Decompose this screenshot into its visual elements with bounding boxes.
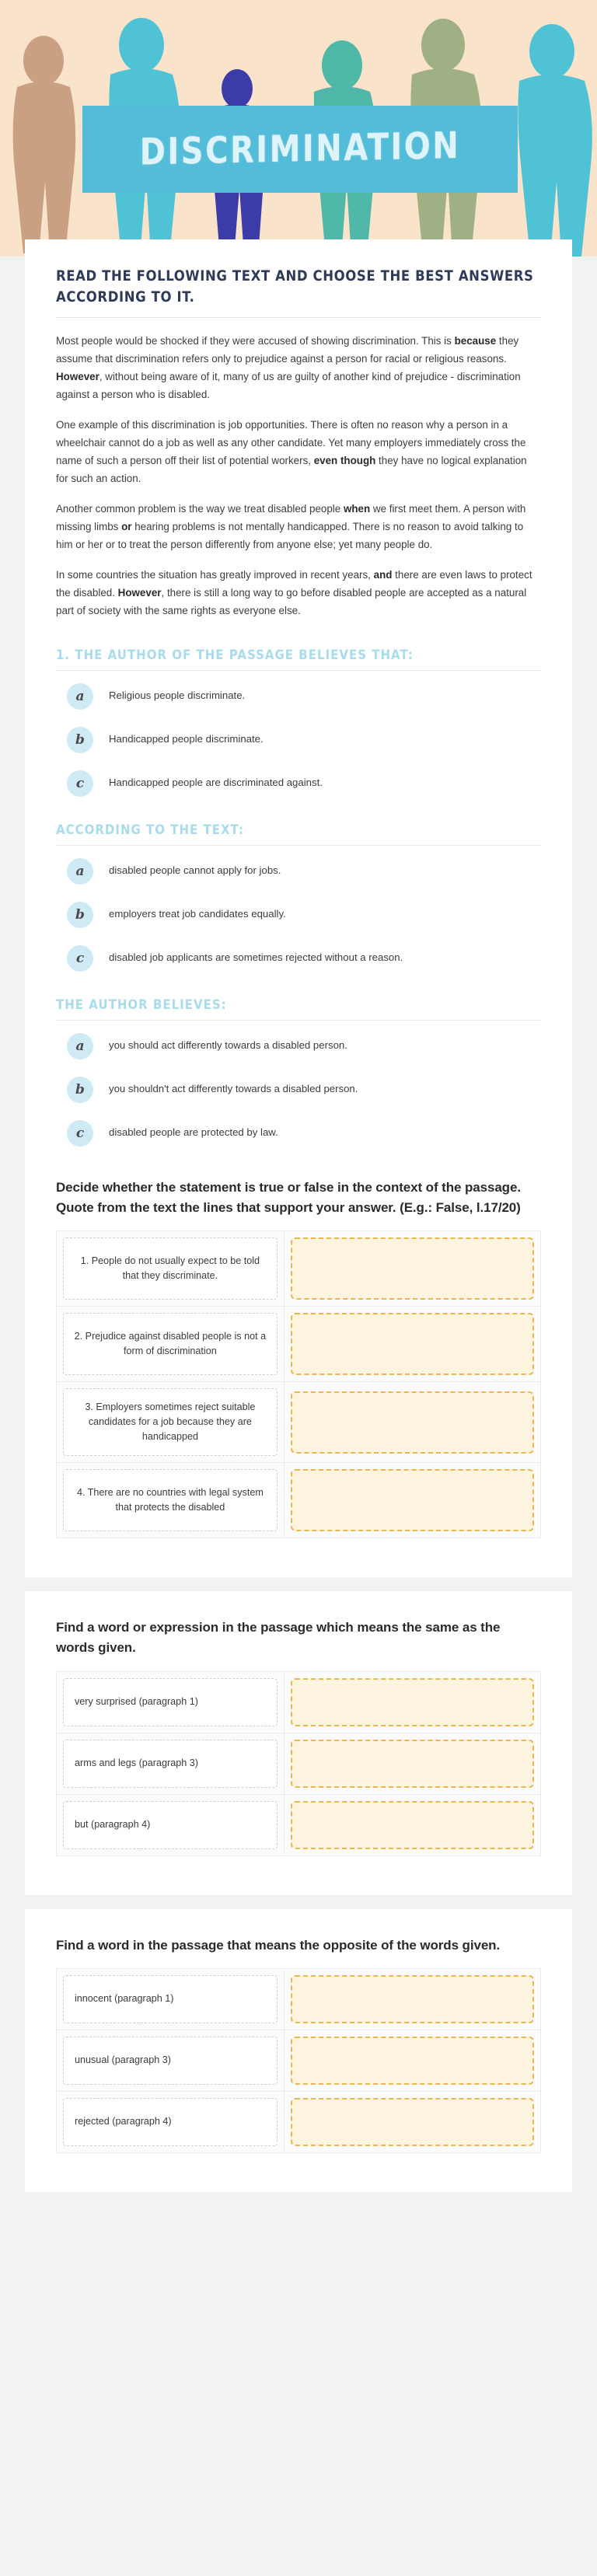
option-text: Religious people discriminate. xyxy=(109,689,246,702)
statement-text: 3. Employers sometimes reject suitable candidates for a job because they are handicapped xyxy=(63,1388,278,1456)
table-row xyxy=(57,1968,541,2030)
answer-input-box[interactable] xyxy=(291,1469,534,1531)
prompt-text: but (paragraph 4) xyxy=(63,1801,278,1849)
answer-input-box[interactable] xyxy=(291,1975,534,2023)
worksheet-sheet-synonyms xyxy=(25,1591,572,1895)
answer-cell[interactable] xyxy=(284,1968,540,2030)
worksheet-sheet-main xyxy=(25,239,572,1577)
option-text: Handicapped people are discriminated against. xyxy=(109,777,323,789)
prompt-text: unusual (paragraph 3) xyxy=(63,2037,278,2085)
answer-cell[interactable] xyxy=(284,1307,540,1382)
table-row xyxy=(57,1733,541,1794)
option-text: you shouldn't act differently towards a disabled person. xyxy=(109,1083,358,1095)
table-row xyxy=(57,1307,541,1382)
mcq-divider-1 xyxy=(56,670,541,671)
passage-paragraph-2: One example of this discrimination is job opportunities. There is often no reason why a person in a wheelchair cannot do a job as well as any other candidate. Yet many employers immediately cross the name of such a person off their list of potential workers, even though they have no logical explanation for such an action. xyxy=(56,419,527,485)
statement-cell xyxy=(57,1307,285,1382)
table-row xyxy=(57,1794,541,1855)
passage-paragraph-1: Most people would be shocked if they were accused of showing discrimination. This is because they assume that discrimination refers only to prejudice against a person for racial or religious reasons. However, without being aware of it, many of us are guilty of another kind of prejudice - discrimination against a person who is disabled. xyxy=(56,334,521,400)
mcq-divider-3 xyxy=(56,1020,541,1021)
passage-paragraph-3: Another common problem is the way we treat disabled people when we first meet them. A person with missing limbs or hearing problems is not mentally handicapped. There is no reason to avoid talking to him or her or to treat the person differently from anyone else; yet many people do. xyxy=(56,503,526,551)
mcq-option-1b[interactable] xyxy=(56,727,541,753)
answer-input-box[interactable] xyxy=(291,2037,534,2085)
hero-banner xyxy=(0,0,597,257)
answer-input-box[interactable] xyxy=(291,1313,534,1375)
answer-input-box[interactable] xyxy=(291,1391,534,1454)
prompt-text: rejected (paragraph 4) xyxy=(63,2098,278,2146)
prompt-cell xyxy=(57,1733,285,1794)
option-letter-badge: a xyxy=(67,683,93,710)
mcq-heading-3: THE AUTHOR BELIEVES: xyxy=(56,996,227,1013)
option-text: disabled job applicants are sometimes rejected without a reason. xyxy=(109,951,403,964)
option-text: you should act differently towards a disabled person. xyxy=(109,1039,347,1052)
reading-passage xyxy=(56,332,541,620)
answer-input-box[interactable] xyxy=(291,1237,534,1300)
prompt-cell xyxy=(57,2091,285,2152)
answer-input-box[interactable] xyxy=(291,1678,534,1726)
table-row xyxy=(57,1462,541,1538)
mcq-divider-2 xyxy=(56,845,541,846)
option-letter-badge: b xyxy=(67,727,93,753)
mcq-option-2c[interactable] xyxy=(56,945,541,972)
answer-cell[interactable] xyxy=(284,1671,540,1733)
synonyms-instruction: Find a word or expression in the passage which means the same as the words given. xyxy=(56,1619,501,1656)
option-letter-badge: c xyxy=(67,1120,93,1147)
answer-cell[interactable] xyxy=(284,2030,540,2091)
heading-divider xyxy=(56,317,541,318)
true-false-table xyxy=(56,1230,541,1538)
mcq-option-2a[interactable] xyxy=(56,858,541,885)
page-footer-space xyxy=(0,2209,597,2245)
statement-cell xyxy=(57,1382,285,1463)
option-letter-badge: c xyxy=(67,945,93,972)
option-letter-badge: b xyxy=(67,902,93,928)
answer-cell[interactable] xyxy=(284,2091,540,2152)
mcq-option-1a[interactable] xyxy=(56,683,541,710)
prompt-cell xyxy=(57,2030,285,2091)
table-row xyxy=(57,2030,541,2091)
answer-cell[interactable] xyxy=(284,1231,540,1307)
option-letter-badge: a xyxy=(67,1033,93,1059)
passage-paragraph-4: In some countries the situation has greatly improved in recent years, and there are even laws to protect the disabled. However, there is still a long way to go before disabled people are accepted as a natural part of society with the same rights as everyone else. xyxy=(56,569,532,617)
worksheet-sheet-opposites xyxy=(25,1909,572,2192)
answer-cell[interactable] xyxy=(284,1462,540,1538)
read-instruction-heading: READ THE FOLLOWING TEXT AND CHOOSE THE BEST ANSWERS ACCORDING TO IT. xyxy=(56,267,534,305)
true-false-section xyxy=(56,1178,541,1538)
answer-input-box[interactable] xyxy=(291,2098,534,2146)
prompt-cell xyxy=(57,1794,285,1855)
answer-cell[interactable] xyxy=(284,1382,540,1463)
true-false-instruction: Decide whether the statement is true or false in the context of the passage. Quote from the text the lines that support your answer. (E.g.: False, l.17/20) xyxy=(56,1179,521,1215)
statement-text: 4. There are no countries with legal system that protects the disabled xyxy=(63,1469,278,1531)
table-row xyxy=(57,2091,541,2152)
answer-input-box[interactable] xyxy=(291,1740,534,1788)
opposites-instruction: Find a word in the passage that means the opposite of the words given. xyxy=(56,1937,501,1953)
mcq-option-2b[interactable] xyxy=(56,902,541,928)
option-letter-badge: a xyxy=(67,858,93,885)
mcq-block-3 xyxy=(56,997,541,1147)
mcq-heading-2: ACCORDING TO THE TEXT: xyxy=(56,821,244,838)
option-letter-badge: c xyxy=(67,770,93,797)
mcq-block-2 xyxy=(56,822,541,972)
mcq-block-1 xyxy=(56,647,541,797)
mcq-option-3a[interactable] xyxy=(56,1033,541,1059)
mcq-option-3b[interactable] xyxy=(56,1077,541,1103)
option-letter-badge: b xyxy=(67,1077,93,1103)
table-row xyxy=(57,1671,541,1733)
statement-cell xyxy=(57,1231,285,1307)
table-row xyxy=(57,1231,541,1307)
opposites-table xyxy=(56,1968,541,2153)
prompt-text: arms and legs (paragraph 3) xyxy=(63,1740,278,1788)
option-text: Handicapped people discriminate. xyxy=(109,733,264,745)
mcq-option-3c[interactable] xyxy=(56,1120,541,1147)
statement-cell xyxy=(57,1462,285,1538)
option-text: employers treat job candidates equally. xyxy=(109,908,286,920)
mcq-heading-1: 1. THE AUTHOR OF THE PASSAGE BELIEVES THAT: xyxy=(56,646,414,663)
answer-cell[interactable] xyxy=(284,1794,540,1855)
prompt-text: very surprised (paragraph 1) xyxy=(63,1678,278,1726)
synonyms-table xyxy=(56,1671,541,1856)
option-text: disabled people cannot apply for jobs. xyxy=(109,864,281,877)
prompt-cell xyxy=(57,1968,285,2030)
statement-text: 2. Prejudice against disabled people is not a form of discrimination xyxy=(63,1313,278,1375)
table-row xyxy=(57,1382,541,1463)
answer-cell[interactable] xyxy=(284,1733,540,1794)
option-text: disabled people are protected by law. xyxy=(109,1126,278,1139)
mcq-option-1c[interactable] xyxy=(56,770,541,797)
prompt-text: innocent (paragraph 1) xyxy=(63,1975,278,2023)
answer-input-box[interactable] xyxy=(291,1801,534,1849)
statement-text: 1. People do not usually expect to be told that they discriminate. xyxy=(63,1237,278,1300)
hero-title: DISCRIMINATION xyxy=(139,124,461,174)
prompt-cell xyxy=(57,1671,285,1733)
